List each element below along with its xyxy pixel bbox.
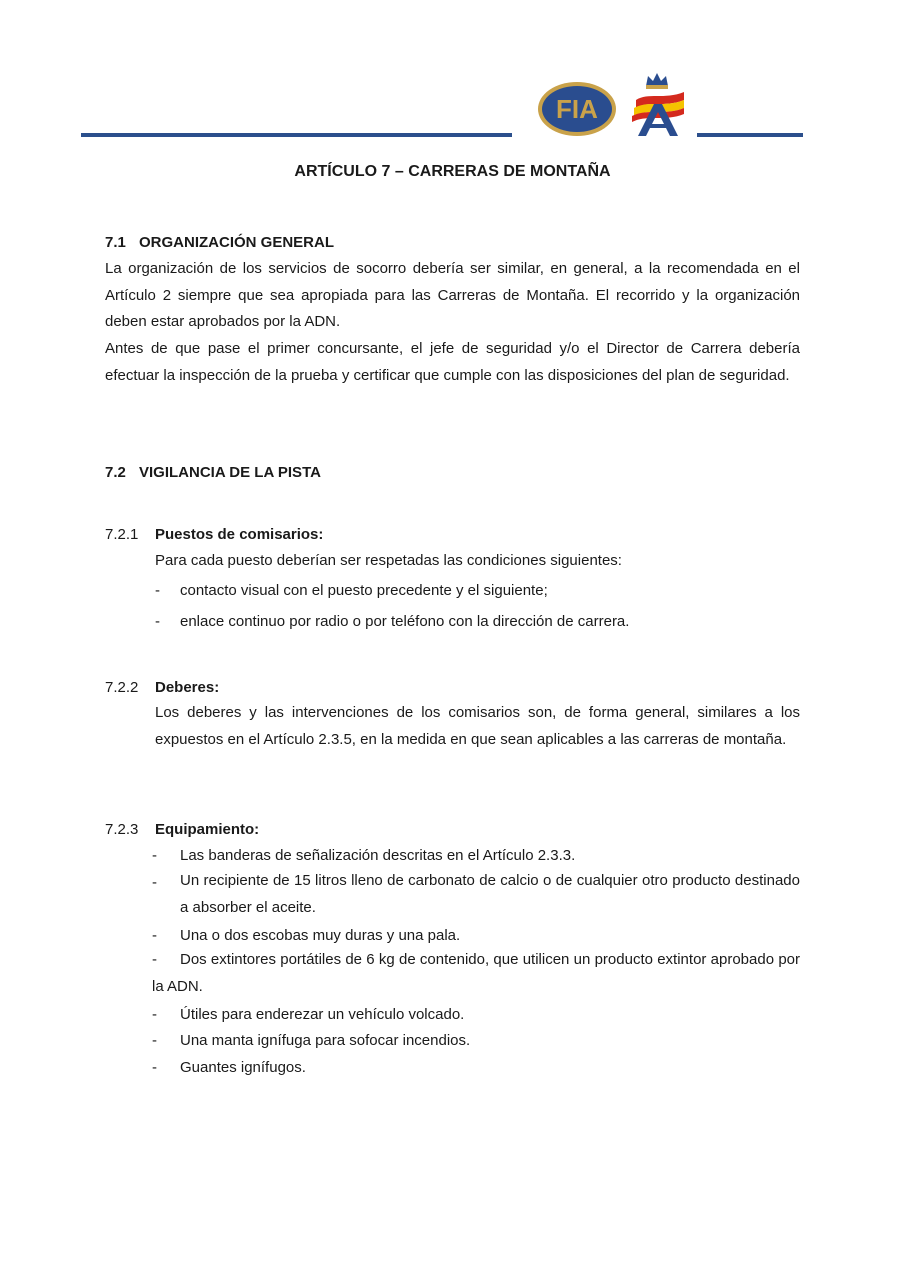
list-bullet: - [152,1059,157,1076]
section-7-2-1-intro: Para cada puesto deberían ser respetadas las condiciones siguientes: [155,552,622,569]
section-number-7-2-2: 7.2.2 [105,679,139,696]
header-rule-right [697,133,803,137]
page-title: ARTÍCULO 7 – CARRERAS DE MONTAÑA [294,163,611,180]
section-7-2-2-text: Los deberes y las intervenciones de los comisarios son, de forma general, similares a los expuestos en el Artículo 2.3.5, en la medida en que sean aplicables a las carreras de montaña. [155,704,800,748]
section-number-7-1: 7.1 [105,234,126,251]
fia-logo [536,80,618,138]
svg-text:FIA: FIA [556,94,598,124]
list-bullet: - [155,582,160,599]
section-number-7-2-3: 7.2.3 [105,821,139,838]
list-bullet: - [152,874,157,891]
section-7-1-paragraph-1: La organización de los servicios de socorro debería ser similar, en general, a la recomendada en el Artículo 2 siempre que sea apropiada para las Carreras de Montaña. El recorrido y la organización deben estar aprobados por la ADN. [105,260,800,331]
list-bullet: - [152,1032,157,1049]
list-item: Una manta ignífuga para sofocar incendios. [180,1032,471,1049]
header-rule-left [81,133,512,137]
list-item: Las banderas de señalización descritas en el Artículo 2.3.3. [180,847,576,864]
section-heading-7-2-2: Deberes: [155,679,220,696]
section-7-1-paragraph-2: Antes de que pase el primer concursante, el jefe de seguridad y/o el Director de Carrera debería efectuar la inspección de la prueba y certificar que cumple con las disposiciones del plan de seguridad. [105,340,800,384]
list-bullet: - [152,847,157,864]
section-number-7-2-1: 7.2.1 [105,526,139,543]
list-item: Útiles para enderezar un vehículo volcado. [180,1006,465,1023]
list-bullet: - [152,927,157,944]
list-bullet: - [152,951,157,968]
section-number-7-2: 7.2 [105,464,126,481]
list-item: Un recipiente de 15 litros lleno de carbonato de calcio o de cualquier otro producto destinado a absorber el aceite. [180,872,800,916]
list-item: contacto visual con el puesto precedente y el siguiente; [180,582,548,599]
list-bullet: - [152,1006,157,1023]
list-bullet: - [155,613,160,630]
list-item: Guantes ignífugos. [180,1059,306,1076]
section-heading-7-2-3: Equipamiento: [155,821,260,838]
list-item: enlace continuo por radio o por teléfono con la dirección de carrera. [180,613,630,630]
section-heading-7-2: VIGILANCIA DE LA PISTA [139,464,321,481]
section-heading-7-1: ORGANIZACIÓN GENERAL [139,234,334,251]
section-heading-7-2-1: Puestos de comisarios: [155,526,324,543]
list-item: Una o dos escobas muy duras y una pala. [180,927,461,944]
list-item: Dos extintores portátiles de 6 kg de contenido, que utilicen un producto extintor aprobado por la ADN. [152,951,800,995]
list-item-hanging [152,947,800,1000]
rfeda-logo [626,70,690,138]
